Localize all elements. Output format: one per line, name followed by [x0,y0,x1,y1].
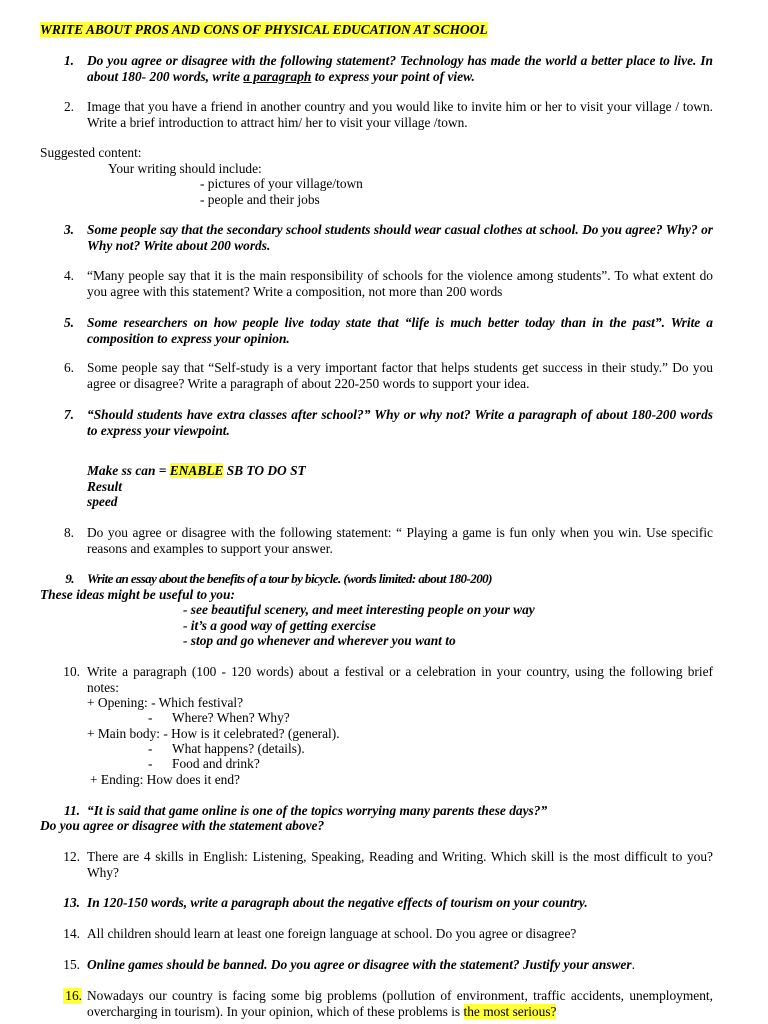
question-text: In 120-150 words, write a paragraph about the negative effects of tourism on your country. [87,895,588,910]
question-text: Some people say that “Self-study is a very important factor that helps students get success in their study.” Do you agree or disagree? Write a paragraph of about 220-250 words to support your idea. [87,360,713,391]
highlighted-word: ENABLE [169,463,224,478]
suggested-item: - pictures of your village/town [200,176,363,191]
question-text-part: Online games should be banned. Do you agree or disagree with the statement? Justify your answer [87,957,632,972]
outline-opening: + Opening: - Which festival? [87,695,244,710]
question-number: 7. [63,407,74,422]
note-text: Make ss can = [87,463,170,478]
question-number: 12. [63,849,80,864]
question-number: 10. [63,664,80,679]
ideas-label: These ideas might be useful to you: [40,587,235,602]
outline-dash: - [148,756,153,771]
outline-sub-item: What happens? (details). [172,741,305,756]
outline-sub-item: Where? When? Why? [172,710,290,725]
note-text: SB TO DO ST [223,463,306,478]
question-text: There are 4 skills in English: Listening, Speaking, Reading and Writing. Which skill is the most difficult to you? Why? [87,849,713,880]
question-text: All children should learn at least one foreign language at school. Do you agree or disagree? [87,926,577,941]
note-line [87,463,306,479]
question-text-part: to express your point of view. [311,68,475,84]
question-text: Write a paragraph (100 - 120 words) about a festival or a celebration in your country, using the following brief notes: [87,664,713,695]
question-number: 6. [63,360,74,375]
note-line: Result [87,478,122,494]
question-text: “It is said that game online is one of the topics worrying many parents these days?” [87,803,548,818]
question-number: 8. [63,525,74,540]
question-text [87,988,713,1019]
question-number: 4. [63,268,74,283]
question-number: 3. [63,222,74,237]
outline-dash: - [148,710,153,725]
suggested-content-intro: Your writing should include: [108,161,262,176]
underlined-phrase: a paragraph [243,68,312,84]
question-number: 11. [64,803,80,818]
question-text: Do you agree or disagree with the following statement: “ Playing a game is fun only when you win. Use specific reasons and examples to support your answer. [87,525,713,556]
title-text: WRITE ABOUT PROS AND CONS OF PHYSICAL EDUCATION AT SCHOOL [40,22,488,37]
note-line: speed [87,494,118,510]
outline-ending: + Ending: How does it end? [90,772,240,787]
question-11-line2: Do you agree or disagree with the statement above? [40,818,325,833]
question-text [87,53,713,84]
idea-item: - stop and go whenever and wherever you want to [183,633,456,648]
question-text [87,957,713,973]
question-number: 14. [63,926,80,941]
idea-item: - see beautiful scenery, and meet interesting people on your way [183,602,535,617]
suggested-content-label: Suggested content: [40,145,142,160]
question-number: 13. [63,895,80,910]
question-number: 16. [63,988,82,1004]
question-number: 2. [63,99,74,114]
question-text: “Many people say that it is the main responsibility of schools for the violence among students”. To what extent do you agree with this statement? Write a composition, not more than 200 words [87,268,713,299]
question-text: Write an essay about the benefits of a tour by bicycle. (words limited: about 180-200) [87,571,492,586]
outline-sub-item: Food and drink? [172,756,260,771]
question-text: “Should students have extra classes after school?” Why or why not? Write a paragraph of about 180-200 words to express your viewpoint. [87,407,713,438]
question-text-part: Nowadays our country is facing some big problems (pollution of environment, traffic accidents, unemployment, overcharging in tourism). In your opinion, which of these problems is [87,988,713,1019]
question-number: 5. [63,315,74,330]
question-text-part: . [631,957,635,972]
page-title [40,22,488,38]
question-text-part: Do you agree or disagree with the following statement? Technology has made the world a better place to live. In about 180- 200 words, write [87,53,713,84]
question-text: Some researchers on how people live today state that “life is much better today than in the past”. Write a composition to express your opinion. [87,315,713,346]
question-text: Image that you have a friend in another country and you would like to invite him or her to visit your village / town. Write a brief introduction to attract him/ her to visit your village /town. [87,99,713,130]
highlighted-phrase: the most serious? [463,1003,557,1019]
idea-item: - it’s a good way of getting exercise [183,618,376,633]
question-number: 9. [65,571,74,586]
outline-dash: - [148,741,153,756]
question-text: Some people say that the secondary school students should wear casual clothes at school. Do you agree? Why? or Why not? Write about 200 words. [87,222,713,253]
outline-main-body: + Main body: - How is it celebrated? (general). [87,726,340,741]
question-number: 1. [63,53,74,68]
question-number: 15. [63,957,80,972]
teacher-note [87,463,306,510]
suggested-item: - people and their jobs [200,192,320,207]
